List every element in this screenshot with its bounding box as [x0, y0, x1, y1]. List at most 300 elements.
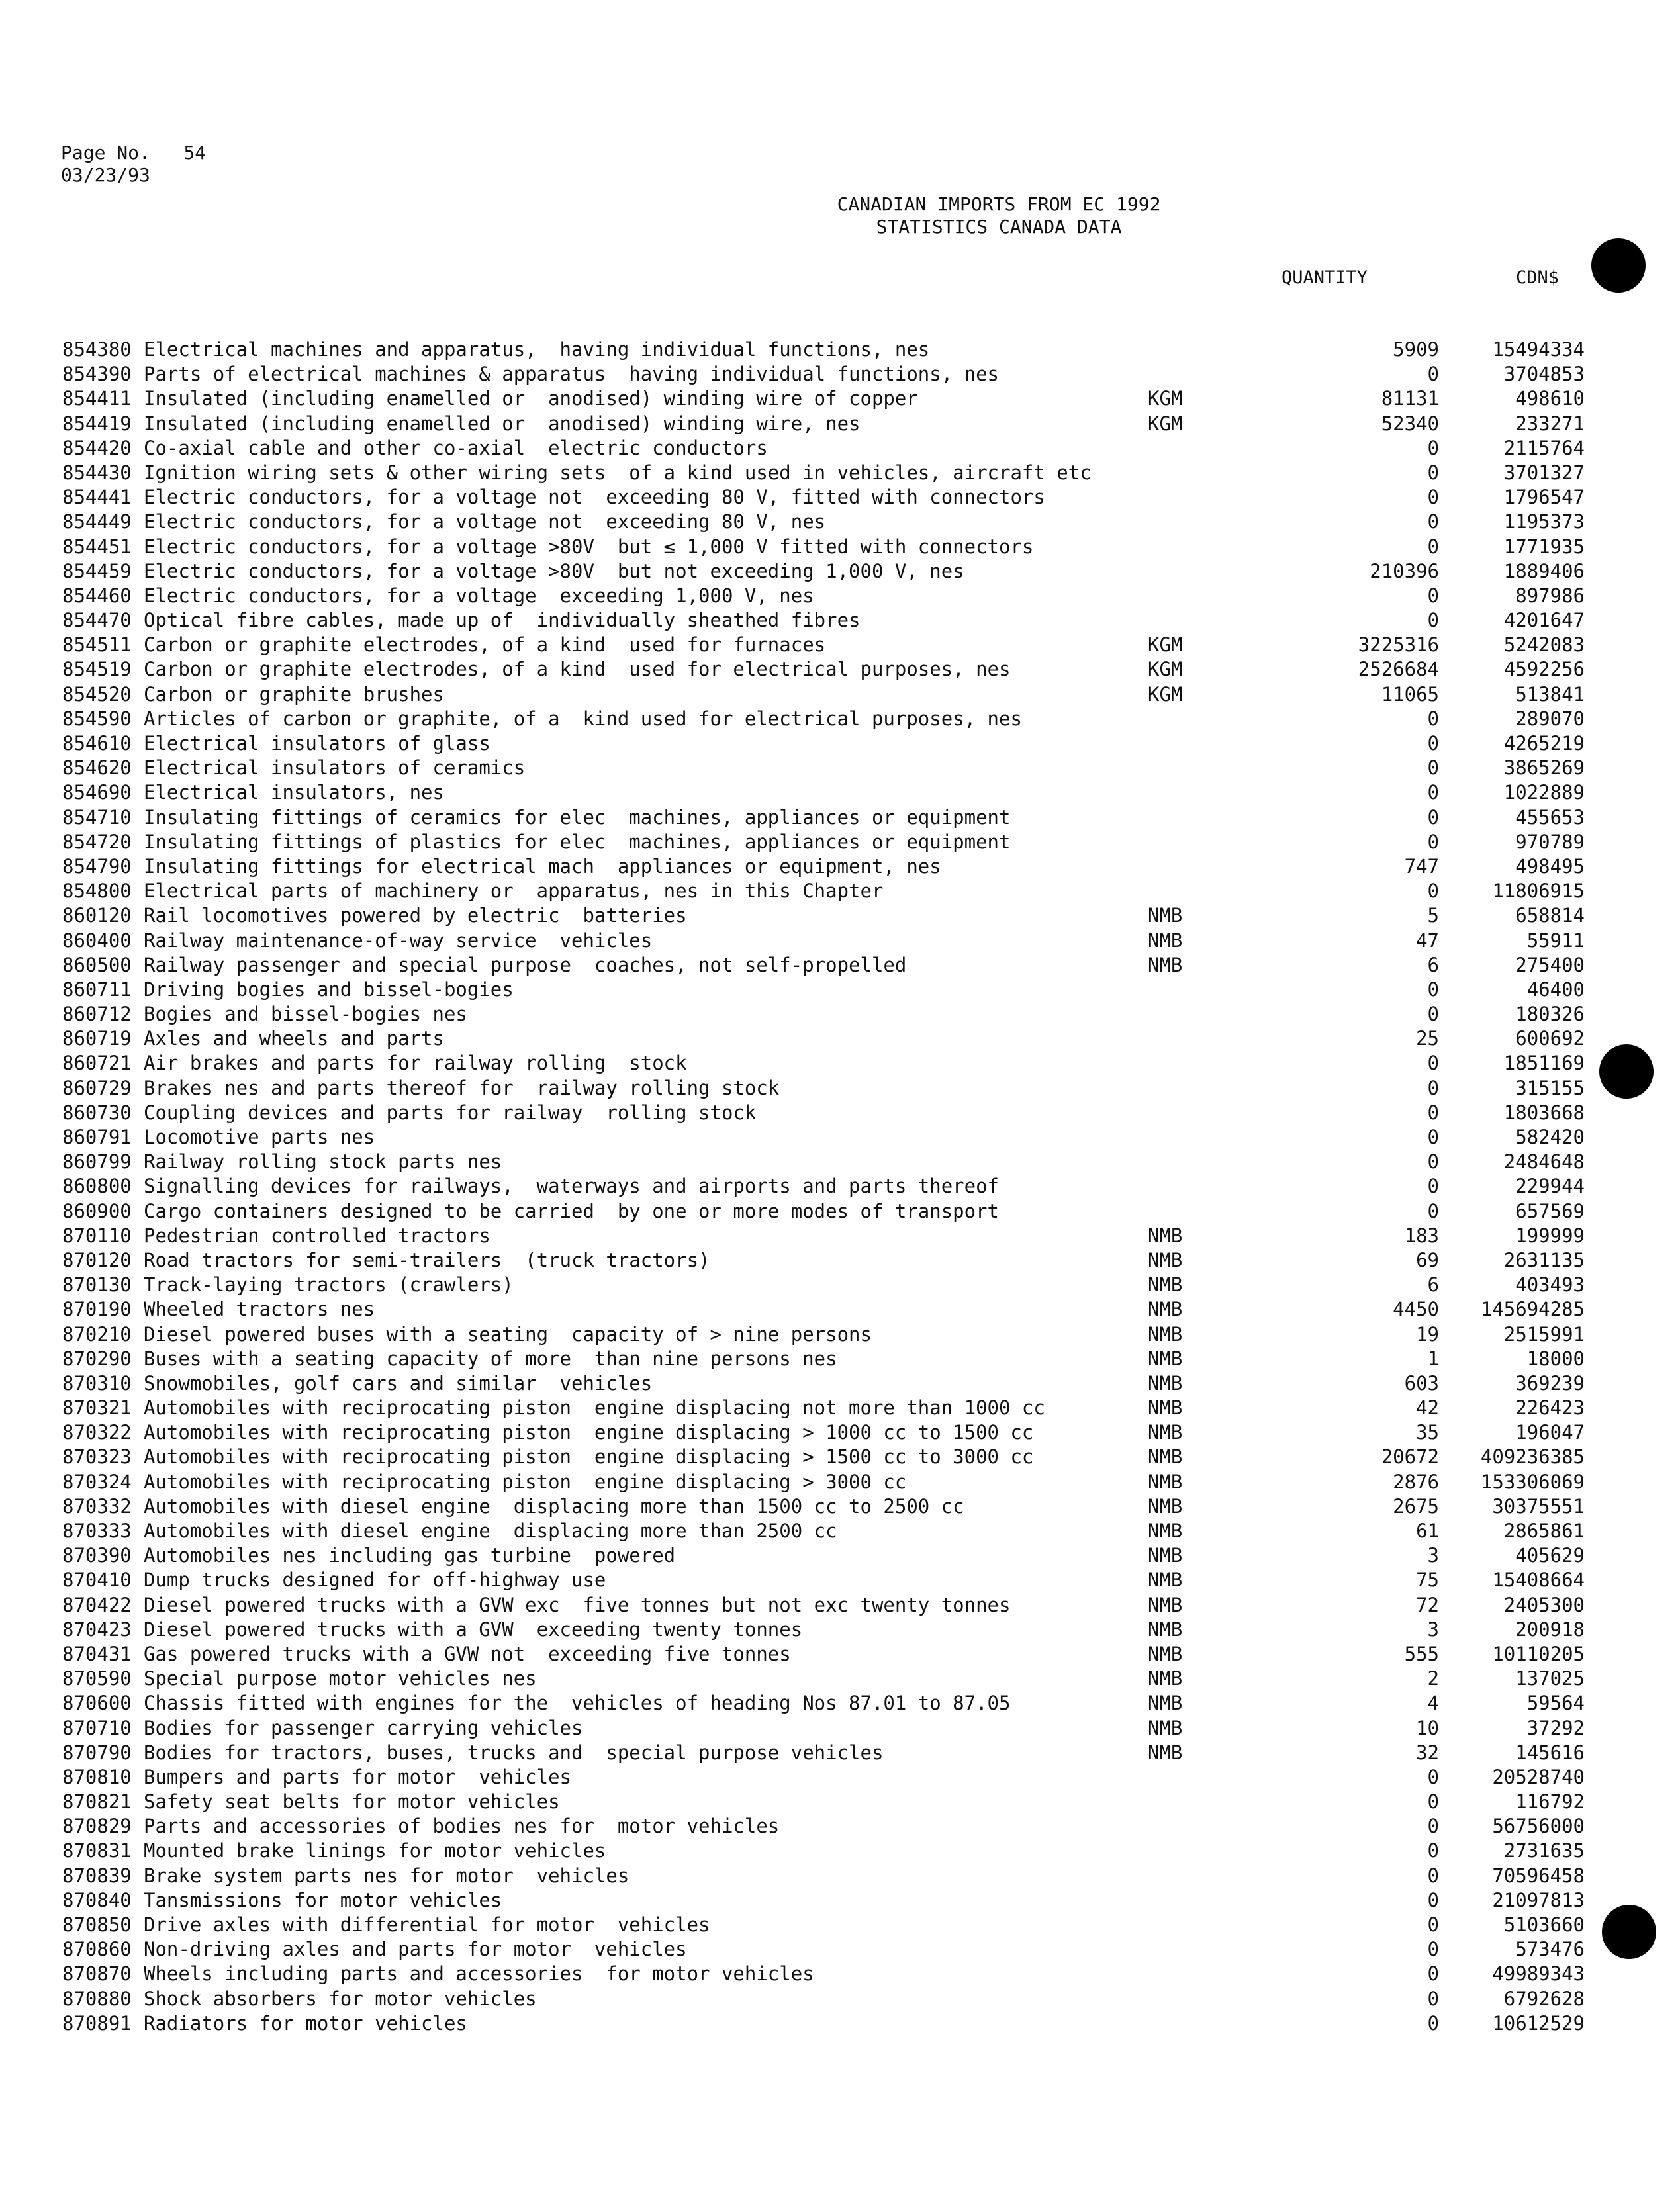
commodity-code: 870810: [62, 1765, 132, 1788]
commodity-description: Automobiles with reciprocating piston engine displacing > 1000 cc to 1500 cc: [144, 1421, 1034, 1444]
table-row: [62, 756, 1585, 780]
table-row: [62, 1937, 1585, 1962]
quantity-value: 0: [1427, 1003, 1439, 1026]
commodity-description: Pedestrian controlled tractors: [144, 1224, 490, 1247]
quantity-value: 0: [1427, 1765, 1439, 1788]
cdn-dollar-value: 145616: [1515, 1741, 1585, 1764]
commodity-description: Automobiles with diesel engine displacing more than 2500 cc: [144, 1520, 837, 1542]
unit-of-measure: NMB: [1148, 1692, 1183, 1715]
cdn-dollar-value: 180326: [1515, 1003, 1585, 1026]
table-row: [62, 412, 1585, 436]
cdn-dollar-value: 153306069: [1480, 1470, 1585, 1493]
unit-of-measure: KGM: [1148, 633, 1183, 657]
unit-of-measure: NMB: [1148, 1544, 1183, 1567]
table-row: [62, 1765, 1585, 1790]
quantity-value: 3: [1427, 1618, 1439, 1641]
cdn-dollar-value: 1195373: [1503, 510, 1585, 533]
cdn-dollar-value: 49989343: [1492, 1962, 1585, 1986]
commodity-description: Electric conductors, for a voltage exceeding 1,000 V, nes: [144, 584, 814, 607]
commodity-code: 854511: [62, 633, 132, 657]
commodity-code: 860500: [62, 953, 132, 976]
commodity-description: Diesel powered trucks with a GVW exc five tonnes but not exc twenty tonnes: [144, 1593, 1011, 1616]
commodity-code: 854590: [62, 707, 132, 730]
quantity-value: 0: [1427, 880, 1439, 903]
cdn-dollar-value: 233271: [1515, 412, 1585, 435]
commodity-description: Insulated (including enamelled or anodised) winding wire of copper: [144, 387, 918, 410]
commodity-description: Insulated (including enamelled or anodised) winding wire, nes: [144, 412, 861, 435]
table-row: [62, 461, 1585, 485]
commodity-code: 870130: [62, 1273, 132, 1297]
commodity-description: Rail locomotives powered by electric batteries: [144, 904, 687, 927]
quantity-value: 0: [1427, 2011, 1439, 2035]
table-row: [62, 633, 1585, 657]
commodity-description: Road tractors for semi-trailers (truck tractors): [144, 1248, 710, 1271]
quantity-value: 42: [1416, 1397, 1439, 1420]
cdn-dollar-value: 3865269: [1503, 756, 1585, 780]
table-row: [62, 1618, 1585, 1642]
table-row: [62, 1002, 1585, 1027]
cdn-dollar-value: 4592256: [1503, 658, 1585, 681]
commodity-code: 870829: [62, 1815, 132, 1838]
quantity-value: 72: [1416, 1593, 1439, 1616]
cdn-dollar-value: 513841: [1515, 682, 1585, 706]
commodity-description: Automobiles with diesel engine displacing more than 1500 cc to 2500 cc: [144, 1494, 964, 1518]
commodity-code: 870410: [62, 1569, 132, 1592]
commodity-code: 870860: [62, 1938, 132, 1961]
table-row: [62, 1790, 1585, 1814]
quantity-value: 0: [1427, 1101, 1439, 1124]
cdn-dollar-value: 275400: [1515, 953, 1585, 976]
table-row: [62, 1420, 1585, 1445]
quantity-value: 0: [1427, 584, 1439, 607]
commodity-code: 860729: [62, 1076, 132, 1099]
quantity-value: 35: [1416, 1421, 1439, 1444]
unit-of-measure: NMB: [1148, 1593, 1183, 1616]
commodity-description: Electrical insulators, nes: [144, 781, 444, 804]
table-row: [62, 1987, 1585, 2011]
cdn-dollar-value: 2405300: [1503, 1593, 1585, 1616]
commodity-code: 860791: [62, 1126, 132, 1148]
commodity-description: Diesel powered buses with a seating capacity of > nine persons: [144, 1322, 872, 1346]
unit-of-measure: NMB: [1148, 1224, 1183, 1247]
cdn-dollar-value: 315155: [1515, 1076, 1585, 1099]
quantity-value: 0: [1427, 1790, 1439, 1813]
table-row: [62, 1297, 1585, 1322]
report-date: 03/23/93: [61, 164, 150, 186]
quantity-value: 0: [1427, 486, 1439, 509]
commodity-code: 870790: [62, 1741, 132, 1764]
commodity-code: 854451: [62, 535, 132, 558]
table-row: [62, 1691, 1585, 1716]
commodity-description: Radiators for motor vehicles: [144, 2011, 467, 2035]
quantity-value: 5: [1427, 904, 1439, 927]
commodity-description: Electric conductors, for a voltage >80V but ≤ 1,000 V fitted with connectors: [144, 535, 1034, 558]
commodity-description: Insulating fittings of ceramics for elec machines, appliances or equipment: [144, 805, 1011, 829]
commodity-description: Railway maintenance-of-way service vehicles: [144, 929, 653, 952]
commodity-code: 860120: [62, 904, 132, 927]
unit-of-measure: NMB: [1148, 1273, 1183, 1297]
quantity-value: 1: [1427, 1347, 1439, 1370]
cdn-dollar-value: 6792628: [1503, 1987, 1585, 2010]
cdn-dollar-value: 1803668: [1503, 1101, 1585, 1124]
title-line-1: CANADIAN IMPORTS FROM EC 1992: [837, 193, 1161, 215]
commodity-description: Carbon or graphite electrodes, of a kind used for electrical purposes, nes: [144, 658, 1011, 681]
commodity-description: Driving bogies and bissel-bogies: [144, 978, 514, 1001]
cdn-dollar-value: 3701327: [1503, 461, 1585, 484]
commodity-description: Locomotive parts nes: [144, 1126, 375, 1148]
commodity-code: 870422: [62, 1593, 132, 1616]
commodity-description: Parts and accessories of bodies nes for motor vehicles: [144, 1815, 780, 1838]
table-row: [62, 1101, 1585, 1125]
page-number-line: [61, 142, 206, 164]
cdn-dollar-value: 116792: [1515, 1790, 1585, 1813]
commodity-code: 870323: [62, 1445, 132, 1469]
unit-of-measure: KGM: [1148, 412, 1183, 435]
commodity-code: 860400: [62, 929, 132, 952]
unit-of-measure: NMB: [1148, 1741, 1183, 1764]
cdn-dollar-value: 897986: [1515, 584, 1585, 607]
cdn-dollar-value: 20528740: [1492, 1765, 1585, 1788]
quantity-value: 0: [1427, 1987, 1439, 2010]
table-row: [62, 485, 1585, 510]
commodity-code: 870880: [62, 1987, 132, 2010]
commodity-description: Automobiles with reciprocating piston engine displacing > 1500 cc to 3000 cc: [144, 1445, 1034, 1469]
quantity-value: 0: [1427, 1938, 1439, 1961]
cdn-dollar-value: 37292: [1526, 1716, 1585, 1739]
table-row: [62, 584, 1585, 608]
cdn-dollar-value: 21097813: [1492, 1888, 1585, 1911]
cdn-dollar-value: 1022889: [1503, 781, 1585, 804]
commodity-code: 870870: [62, 1962, 132, 1986]
commodity-code: 854720: [62, 830, 132, 853]
commodity-description: Automobiles with reciprocating piston engine displacing > 3000 cc: [144, 1470, 907, 1493]
quantity-value: 69: [1416, 1248, 1439, 1271]
table-row: [62, 1741, 1585, 1765]
commodity-description: Insulating fittings for electrical mach appliances or equipment, nes: [144, 854, 941, 878]
commodity-code: 854430: [62, 461, 132, 484]
table-row: [62, 805, 1585, 830]
quantity-value: 0: [1427, 732, 1439, 755]
cdn-dollar-value: 10612529: [1492, 2011, 1585, 2035]
commodity-description: Electric conductors, for a voltage not exceeding 80 V, fitted with connectors: [144, 486, 1045, 509]
quantity-value: 0: [1427, 535, 1439, 558]
table-row: [62, 1519, 1585, 1543]
quantity-value: 3: [1427, 1544, 1439, 1567]
commodity-description: Cargo containers designed to be carried by one or more modes of transport: [144, 1199, 1000, 1222]
commodity-code: 870710: [62, 1716, 132, 1739]
commodity-description: Shock absorbers for motor vehicles: [144, 1987, 537, 2010]
commodity-description: Optical fibre cables, made up of individually sheathed fibres: [144, 609, 861, 632]
table-row: [62, 1470, 1585, 1494]
quantity-value: 61: [1416, 1520, 1439, 1542]
table-row: [62, 1347, 1585, 1371]
cdn-dollar-value: 455653: [1515, 805, 1585, 829]
quantity-value: 210396: [1370, 559, 1439, 582]
commodity-description: Railway rolling stock parts nes: [144, 1150, 502, 1173]
commodity-description: Diesel powered trucks with a GVW exceeding twenty tonnes: [144, 1618, 803, 1641]
commodity-description: Parts of electrical machines & apparatus having individual functions, nes: [144, 363, 1000, 386]
commodity-code: 854610: [62, 732, 132, 755]
unit-of-measure: NMB: [1148, 1322, 1183, 1346]
commodity-code: 854420: [62, 436, 132, 459]
commodity-description: Electrical machines and apparatus, having individual functions, nes: [144, 338, 930, 361]
unit-of-measure: NMB: [1148, 1642, 1183, 1665]
page-number: 54: [183, 142, 207, 163]
quantity-value: 19: [1416, 1322, 1439, 1346]
quantity-value: 4450: [1393, 1298, 1439, 1321]
table-row: [62, 953, 1585, 978]
quantity-value: 183: [1404, 1224, 1439, 1247]
unit-of-measure: NMB: [1148, 1347, 1183, 1370]
table-row: [62, 1027, 1585, 1051]
import-table: [62, 338, 1585, 2036]
table-row: [62, 1962, 1585, 1986]
table-row: [62, 1248, 1585, 1273]
unit-of-measure: NMB: [1148, 1618, 1183, 1641]
table-row: [62, 1667, 1585, 1691]
table-row: [62, 1371, 1585, 1396]
commodity-description: Bodies for passenger carrying vehicles: [144, 1716, 583, 1739]
unit-of-measure: NMB: [1148, 1421, 1183, 1444]
commodity-code: 870839: [62, 1864, 132, 1887]
cdn-dollar-value: 409236385: [1480, 1445, 1585, 1469]
table-row: [62, 1224, 1585, 1248]
commodity-code: 854449: [62, 510, 132, 533]
binder-hole-bottom: [1602, 1905, 1656, 1959]
commodity-code: 854800: [62, 880, 132, 903]
commodity-code: 854390: [62, 363, 132, 386]
cdn-dollar-value: 970789: [1515, 830, 1585, 853]
quantity-value: 0: [1427, 1864, 1439, 1887]
quantity-value: 52340: [1381, 412, 1439, 435]
commodity-code: 854520: [62, 682, 132, 706]
quantity-value: 0: [1427, 805, 1439, 829]
commodity-code: 854790: [62, 854, 132, 878]
commodity-description: Non-driving axles and parts for motor vehicles: [144, 1938, 687, 1961]
commodity-description: Articles of carbon or graphite, of a kind used for electrical purposes, nes: [144, 707, 1022, 730]
unit-of-measure: KGM: [1148, 387, 1183, 410]
unit-of-measure: NMB: [1148, 1569, 1183, 1592]
quantity-value: 11065: [1381, 682, 1439, 706]
cdn-dollar-value: 658814: [1515, 904, 1585, 927]
page-header: [61, 142, 206, 187]
commodity-code: 860712: [62, 1003, 132, 1026]
commodity-code: 870324: [62, 1470, 132, 1493]
quantity-value: 0: [1427, 609, 1439, 632]
quantity-value: 2675: [1393, 1494, 1439, 1518]
quantity-value: 0: [1427, 1052, 1439, 1075]
commodity-description: Bogies and bissel-bogies nes: [144, 1003, 467, 1026]
quantity-value: 603: [1404, 1371, 1439, 1395]
cdn-dollar-value: 405629: [1515, 1544, 1585, 1567]
binder-hole-middle: [1599, 1044, 1654, 1099]
commodity-description: Drive axles with differential for motor vehicles: [144, 1913, 710, 1936]
cdn-dollar-value: 1851169: [1503, 1052, 1585, 1075]
value-column-header: CDN$: [1516, 267, 1560, 288]
cdn-dollar-value: 18000: [1526, 1347, 1585, 1370]
table-row: [62, 387, 1585, 411]
table-row: [62, 1199, 1585, 1224]
commodity-description: Safety seat belts for motor vehicles: [144, 1790, 560, 1813]
commodity-code: 854441: [62, 486, 132, 509]
commodity-code: 870120: [62, 1248, 132, 1271]
commodity-code: 860799: [62, 1150, 132, 1173]
unit-of-measure: NMB: [1148, 929, 1183, 952]
table-row: [62, 1864, 1585, 1888]
commodity-code: 860721: [62, 1052, 132, 1075]
commodity-description: Electric conductors, for a voltage not exceeding 80 V, nes: [144, 510, 826, 533]
quantity-value: 25: [1416, 1027, 1439, 1050]
commodity-description: Chassis fitted with engines for the vehicles of heading Nos 87.01 to 87.05: [144, 1692, 1011, 1715]
table-row: [62, 1494, 1585, 1519]
unit-of-measure: NMB: [1148, 1716, 1183, 1739]
quantity-value: 0: [1427, 1962, 1439, 1986]
quantity-value: 5909: [1393, 338, 1439, 361]
quantity-value: 81131: [1381, 387, 1439, 410]
unit-of-measure: NMB: [1148, 1248, 1183, 1271]
cdn-dollar-value: 145694285: [1480, 1298, 1585, 1321]
table-row: [62, 1051, 1585, 1076]
cdn-dollar-value: 2484648: [1503, 1150, 1585, 1173]
cdn-dollar-value: 3704853: [1503, 363, 1585, 386]
unit-of-measure: KGM: [1148, 682, 1183, 706]
quantity-value: 0: [1427, 978, 1439, 1001]
commodity-code: 854460: [62, 584, 132, 607]
commodity-description: Track-laying tractors (crawlers): [144, 1273, 514, 1297]
commodity-code: 870850: [62, 1913, 132, 1936]
table-row: [62, 338, 1585, 362]
table-row: [62, 1568, 1585, 1592]
unit-of-measure: NMB: [1148, 1371, 1183, 1395]
commodity-description: Wheeled tractors nes: [144, 1298, 375, 1321]
quantity-value: 0: [1427, 1150, 1439, 1173]
cdn-dollar-value: 1889406: [1503, 559, 1585, 582]
unit-of-measure: NMB: [1148, 1445, 1183, 1469]
commodity-description: Carbon or graphite electrodes, of a kind used for furnaces: [144, 633, 826, 657]
cdn-dollar-value: 657569: [1515, 1199, 1585, 1222]
commodity-code: 870332: [62, 1494, 132, 1518]
quantity-value: 0: [1427, 1199, 1439, 1222]
commodity-description: Dump trucks designed for off-highway use: [144, 1569, 606, 1592]
cdn-dollar-value: 55911: [1526, 929, 1585, 952]
commodity-code: 870423: [62, 1618, 132, 1641]
table-row: [62, 1716, 1585, 1741]
quantity-value: 6: [1427, 953, 1439, 976]
unit-of-measure: NMB: [1148, 904, 1183, 927]
cdn-dollar-value: 600692: [1515, 1027, 1585, 1050]
cdn-dollar-value: 2631135: [1503, 1248, 1585, 1271]
binder-hole-top: [1591, 238, 1646, 293]
commodity-code: 854470: [62, 609, 132, 632]
quantity-value: 2526684: [1358, 658, 1439, 681]
commodity-code: 854690: [62, 781, 132, 804]
table-row: [62, 707, 1585, 731]
table-row: [62, 1125, 1585, 1150]
table-row: [62, 1839, 1585, 1863]
commodity-description: Automobiles with reciprocating piston engine displacing not more than 1000 cc: [144, 1397, 1045, 1420]
quantity-value: 0: [1427, 1126, 1439, 1148]
cdn-dollar-value: 369239: [1515, 1371, 1585, 1395]
quantity-column-header: QUANTITY: [1282, 267, 1368, 288]
quantity-value: 0: [1427, 1913, 1439, 1936]
table-row: [62, 1322, 1585, 1347]
quantity-value: 0: [1427, 1076, 1439, 1099]
cdn-dollar-value: 5242083: [1503, 633, 1585, 657]
page-label: Page No.: [61, 142, 150, 163]
quantity-value: 0: [1427, 510, 1439, 533]
cdn-dollar-value: 59564: [1526, 1692, 1585, 1715]
commodity-code: 870590: [62, 1667, 132, 1690]
cdn-dollar-value: 2731635: [1503, 1839, 1585, 1862]
commodity-code: 854411: [62, 387, 132, 410]
commodity-code: 870333: [62, 1520, 132, 1542]
table-row: [62, 1273, 1585, 1297]
commodity-code: 870290: [62, 1347, 132, 1370]
table-row: [62, 1396, 1585, 1420]
commodity-description: Carbon or graphite brushes: [144, 682, 444, 706]
table-row: [62, 1543, 1585, 1568]
cdn-dollar-value: 196047: [1515, 1421, 1585, 1444]
commodity-description: Mounted brake linings for motor vehicles: [144, 1839, 606, 1862]
unit-of-measure: NMB: [1148, 953, 1183, 976]
cdn-dollar-value: 10110205: [1492, 1642, 1585, 1665]
cdn-dollar-value: 15494334: [1492, 338, 1585, 361]
commodity-description: Wheels including parts and accessories for motor vehicles: [144, 1962, 814, 1986]
table-row: [62, 1174, 1585, 1199]
cdn-dollar-value: 56756000: [1492, 1815, 1585, 1838]
commodity-code: 860719: [62, 1027, 132, 1050]
table-row: [62, 608, 1585, 633]
table-row: [62, 1888, 1585, 1913]
commodity-code: 854419: [62, 412, 132, 435]
commodity-code: 854519: [62, 658, 132, 681]
quantity-value: 0: [1427, 461, 1439, 484]
report-title: [0, 193, 1680, 238]
commodity-code: 870310: [62, 1371, 132, 1395]
cdn-dollar-value: 573476: [1515, 1938, 1585, 1961]
commodity-code: 870110: [62, 1224, 132, 1247]
quantity-value: 555: [1404, 1642, 1439, 1665]
commodity-code: 870321: [62, 1397, 132, 1420]
commodity-description: Railway passenger and special purpose coaches, not self-propelled: [144, 953, 907, 976]
commodity-description: Axles and wheels and parts: [144, 1027, 444, 1050]
cdn-dollar-value: 199999: [1515, 1224, 1585, 1247]
quantity-value: 0: [1427, 1175, 1439, 1198]
quantity-value: 0: [1427, 707, 1439, 730]
commodity-code: 870891: [62, 2011, 132, 2035]
cdn-dollar-value: 2115764: [1503, 436, 1585, 459]
quantity-value: 2: [1427, 1667, 1439, 1690]
quantity-value: 0: [1427, 1839, 1439, 1862]
commodity-description: Gas powered trucks with a GVW not exceeding five tonnes: [144, 1642, 791, 1665]
cdn-dollar-value: 5103660: [1503, 1913, 1585, 1936]
commodity-description: Brakes nes and parts thereof for railway rolling stock: [144, 1076, 780, 1099]
cdn-dollar-value: 30375551: [1492, 1494, 1585, 1518]
cdn-dollar-value: 498610: [1515, 387, 1585, 410]
cdn-dollar-value: 226423: [1515, 1397, 1585, 1420]
commodity-code: 870390: [62, 1544, 132, 1567]
commodity-description: Electric conductors, for a voltage >80V but not exceeding 1,000 V, nes: [144, 559, 964, 582]
cdn-dollar-value: 403493: [1515, 1273, 1585, 1297]
unit-of-measure: NMB: [1148, 1667, 1183, 1690]
commodity-code: 854710: [62, 805, 132, 829]
commodity-description: Signalling devices for railways, waterways and airports and parts thereof: [144, 1175, 1000, 1198]
cdn-dollar-value: 289070: [1515, 707, 1585, 730]
commodity-code: 870840: [62, 1888, 132, 1911]
commodity-description: Automobiles nes including gas turbine powered: [144, 1544, 676, 1567]
commodity-code: 860730: [62, 1101, 132, 1124]
commodity-code: 870831: [62, 1839, 132, 1862]
